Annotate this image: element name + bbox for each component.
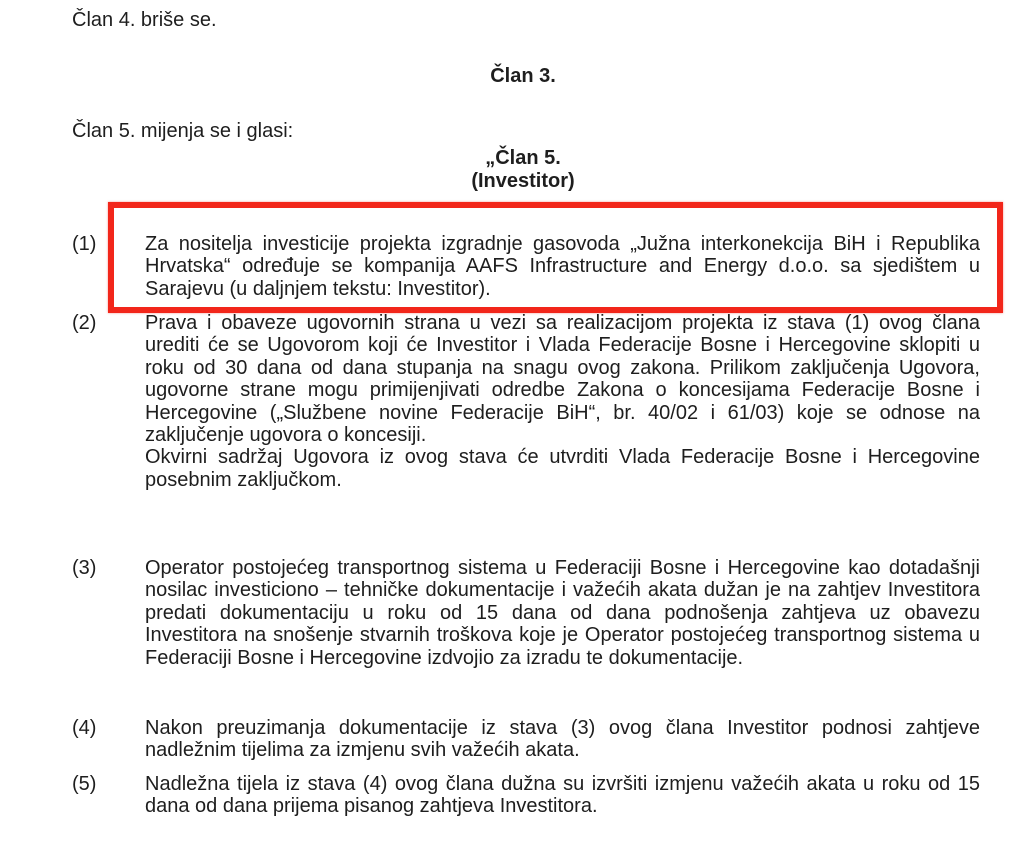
amend-line: Član 5. mijenja se i glasi:	[72, 120, 294, 142]
paragraph-2-text: Prava i obaveze ugovornih strana u vezi sa realizacijom projekta iz stava (1) ovog člana urediti će se Ugovorom koji će Investitor i Vlada Federacije Bosne i Hercegovine sklopiti u roku od 30 dana od dana stupanja na snagu ovog zakona. Prilikom zaključenja Ugovora, ugovorne strane mogu primijenjivati odredbe Zakona o koncesijama Federacije Bosne i Hercegovine („Službene novine Federacije BiH“, br. 40/02 i 61/03) koje se odnose na zaključenje ugovora o koncesiji.	[145, 312, 980, 447]
paragraph-number-2: (2)	[72, 312, 97, 334]
article-heading: Član 3.	[490, 65, 556, 87]
paragraph-3-text: Operator postojećeg transportnog sistema u Federaciji Bosne i Hercegovine kao dotadašnji nosilac investiciono – tehničke dokumentacije i važećih akata dužan je na zahtjev Investitora predati dokumentaciju u roku od 15 dana od dana podnošenja zahtjeva uz obavezu Investitora na snošenje stvarnih troškova koje je Operator postojećeg transportnog sistema u Federaciji Bosne i Hercegovine izdvojio za izradu te dokumentacije.	[145, 557, 980, 669]
paragraph-number-1: (1)	[72, 233, 97, 255]
paragraph-1-text: Za nositelja investicije projekta izgradnje gasovoda „Južna interkonekcija BiH i Republika Hrvatska“ određuje se kompanija AAFS Infrastructure and Energy d.o.o. sa sjedištem u Sarajevu (u daljnjem tekstu: Investitor).	[145, 233, 980, 300]
paragraph-3	[145, 557, 980, 669]
paragraph-number-5: (5)	[72, 773, 97, 795]
paragraph-5	[145, 773, 980, 818]
intro-line: Član 4. briše se.	[72, 9, 217, 31]
paragraph-2	[145, 312, 980, 491]
paragraph-number-4: (4)	[72, 717, 97, 739]
paragraph-number-3: (3)	[72, 557, 97, 579]
new-article-subtitle: (Investitor)	[471, 170, 575, 192]
paragraph-5-text: Nadležna tijela iz stava (4) ovog člana dužna su izvršiti izmjenu važećih akata u roku od 15 dana od dana prijema pisanog zahtjeva Investitora.	[145, 773, 980, 818]
paragraph-2-text-b: Okvirni sadržaj Ugovora iz ovog stava će utvrditi Vlada Federacije Bosne i Hercegovine posebnim zaključkom.	[145, 446, 980, 491]
new-article-title: „Član 5.	[485, 147, 561, 169]
paragraph-4	[145, 717, 980, 762]
paragraph-4-text: Nakon preuzimanja dokumentacije iz stava (3) ovog člana Investitor podnosi zahtjeve nadležnim tijelima za izmjenu svih važećih akata.	[145, 717, 980, 762]
paragraph-1	[145, 233, 980, 300]
